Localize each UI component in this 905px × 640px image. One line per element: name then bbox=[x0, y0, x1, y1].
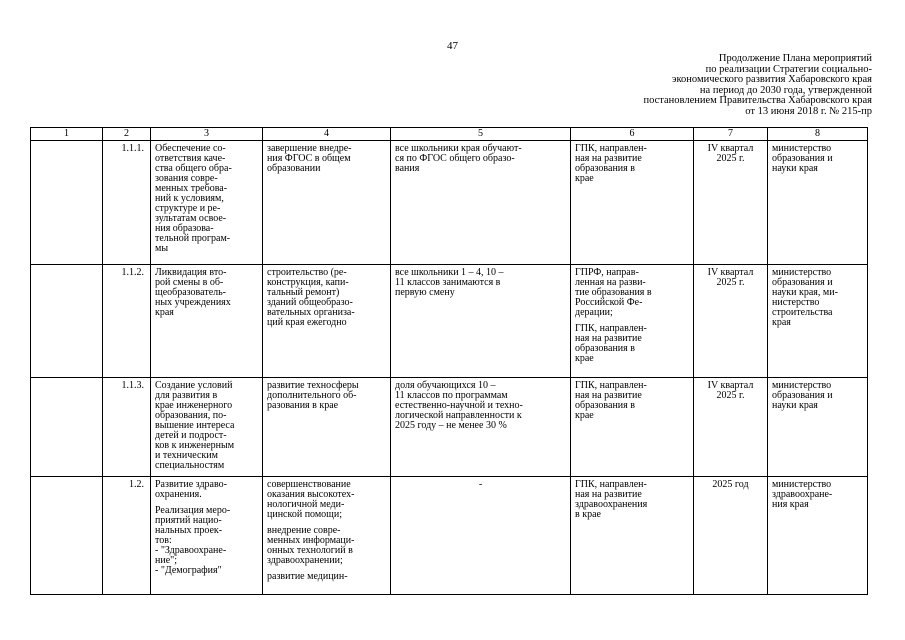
cell-text-line: здравоохранения bbox=[575, 499, 648, 510]
cell-text-line: 2025 г. bbox=[716, 277, 745, 288]
cell-text-line: ства общего обра- bbox=[155, 163, 232, 174]
cell-text-line: 2025 г. bbox=[716, 153, 745, 164]
cell-text-line: края bbox=[155, 307, 174, 318]
cell-text-line: науки края, ми- bbox=[772, 287, 838, 298]
cell-text-line: образования и bbox=[772, 153, 833, 164]
cell-text-line: министерство bbox=[772, 380, 832, 391]
cell-text-line: специальностям bbox=[155, 460, 225, 471]
cell-text-line: 11 классов по программам bbox=[395, 390, 508, 401]
cell-text-line: ГПК, направлен- bbox=[575, 143, 647, 154]
document-header-note bbox=[572, 54, 872, 118]
empty-cell bbox=[31, 477, 103, 595]
cell-text-line: образования в bbox=[575, 400, 635, 411]
cell-text-line: 2025 г. bbox=[716, 390, 745, 401]
cell-text-line: нальных проек- bbox=[155, 525, 223, 536]
cell-text-line: строительство (ре- bbox=[267, 267, 347, 278]
result-cell bbox=[263, 477, 391, 595]
cell-text-line: - "Здравоохране- bbox=[155, 545, 227, 556]
empty-cell bbox=[31, 378, 103, 477]
cell-text-line: ний к условиям, bbox=[155, 193, 224, 204]
column-number: 2 bbox=[103, 128, 151, 141]
executor-cell bbox=[768, 141, 868, 265]
cell-text-line: образования в bbox=[575, 343, 635, 354]
cell-text-line: все школьники 1 – 4, 10 – bbox=[395, 267, 504, 278]
item-number-cell: 1.2. bbox=[103, 477, 151, 595]
cell-text-line: все школьники края обучают- bbox=[395, 143, 522, 154]
cell-text-line: тельной програм- bbox=[155, 233, 231, 244]
result-cell bbox=[263, 378, 391, 477]
cell-text-line: IV квартал bbox=[707, 267, 754, 278]
cell-text-line: цинской помощи; bbox=[267, 509, 343, 520]
item-number-cell: 1.1.3. bbox=[103, 378, 151, 477]
cell-text-line: науки края bbox=[772, 163, 818, 174]
header-note-line: по реализации Стратегии социально- bbox=[705, 63, 872, 75]
measure-cell bbox=[151, 141, 263, 265]
cell-text-line: зультатам освое- bbox=[155, 213, 227, 224]
plan-table bbox=[30, 127, 868, 595]
cell-text-line: Российской Фе- bbox=[575, 297, 643, 308]
table-row bbox=[31, 378, 868, 477]
indicator-cell bbox=[391, 477, 571, 595]
cell-text-line: нистерство bbox=[772, 297, 820, 308]
header-note-line: экономического развития Хабаровского края bbox=[671, 74, 872, 86]
cell-text-line: оказания высокотех- bbox=[267, 489, 355, 500]
cell-text-line: естественно-научной и техно- bbox=[395, 400, 523, 411]
cell-text-line: тие образования в bbox=[575, 287, 652, 298]
deadline-cell bbox=[694, 378, 768, 477]
cell-text-line: ная на развитие bbox=[575, 333, 642, 344]
cell-text-line: образования, по- bbox=[155, 410, 227, 421]
cell-text-line: Обеспечение со- bbox=[155, 143, 226, 154]
cell-text-line: крае bbox=[575, 353, 594, 364]
cell-text-line: зования совре- bbox=[155, 173, 218, 184]
cell-text-line: менных требова- bbox=[155, 183, 228, 194]
cell-text-line: охранения. bbox=[155, 489, 202, 500]
cell-text-line: Ликвидация вто- bbox=[155, 267, 227, 278]
cell-text-line: крае bbox=[575, 410, 594, 421]
cell-text-line: конструкция, капи- bbox=[267, 277, 349, 288]
cell-text-line: ние"; bbox=[155, 555, 178, 566]
executor-cell bbox=[768, 265, 868, 378]
indicator-cell bbox=[391, 141, 571, 265]
item-number-cell: 1.1.2. bbox=[103, 265, 151, 378]
cell-text-line: вания bbox=[395, 163, 420, 174]
deadline-cell bbox=[694, 141, 768, 265]
cell-text-line: дополнительного об- bbox=[267, 390, 357, 401]
cell-text-line: науки края bbox=[772, 400, 818, 411]
cell-text-line: ГПК, направлен- bbox=[575, 479, 647, 490]
cell-text-line: менных информаци- bbox=[267, 535, 355, 546]
cell-text-line: нологичной меди- bbox=[267, 499, 345, 510]
source-cell bbox=[571, 265, 694, 378]
cell-text-line: - bbox=[478, 479, 483, 490]
cell-text-line: 2025 году – не менее 30 % bbox=[395, 420, 507, 431]
table-row bbox=[31, 477, 868, 595]
column-number: 3 bbox=[151, 128, 263, 141]
cell-text-line: здравоохранении; bbox=[267, 555, 343, 566]
column-number: 4 bbox=[263, 128, 391, 141]
measure-cell bbox=[151, 265, 263, 378]
empty-cell bbox=[31, 265, 103, 378]
table-header-row bbox=[31, 128, 868, 141]
cell-text-line: доля обучающихся 10 – bbox=[395, 380, 496, 391]
cell-text-line: внедрение совре- bbox=[267, 525, 341, 536]
cell-text-line: детей и подрост- bbox=[155, 430, 227, 441]
result-cell bbox=[263, 141, 391, 265]
cell-text-line: ций края ежегодно bbox=[267, 317, 347, 328]
source-cell bbox=[571, 141, 694, 265]
cell-text-line: ная на развитие bbox=[575, 489, 642, 500]
column-number: 7 bbox=[694, 128, 768, 141]
cell-text-line: образования и bbox=[772, 390, 833, 401]
cell-text-line: в крае bbox=[575, 509, 601, 520]
cell-text-line: строительства bbox=[772, 307, 833, 318]
cell-text-line: образования в bbox=[575, 163, 635, 174]
header-note-line: Продолжение Плана мероприятий bbox=[718, 53, 872, 64]
cell-text-line: ГПК, направлен- bbox=[575, 380, 647, 391]
cell-text-line: вательных организа- bbox=[267, 307, 355, 318]
column-number: 1 bbox=[31, 128, 103, 141]
cell-text-line: крае bbox=[575, 173, 594, 184]
cell-text-line: министерство bbox=[772, 143, 832, 154]
cell-text-line: развитие техносферы bbox=[267, 380, 359, 391]
measure-cell bbox=[151, 477, 263, 595]
cell-text-line: разования в крае bbox=[267, 400, 339, 411]
cell-text-line: образовании bbox=[267, 163, 321, 174]
cell-text-line: ГПК, направлен- bbox=[575, 323, 647, 334]
source-cell bbox=[571, 477, 694, 595]
cell-text-line: крае инженерного bbox=[155, 400, 233, 411]
cell-text-line: - "Демография" bbox=[155, 565, 222, 576]
cell-text-line: ния края bbox=[772, 499, 809, 510]
column-number: 8 bbox=[768, 128, 868, 141]
cell-text-line: ных учреждениях bbox=[155, 297, 231, 308]
source-cell bbox=[571, 378, 694, 477]
cell-text-line: рой смены в об- bbox=[155, 277, 224, 288]
header-note-line: постановлением Правительства Хабаровского края bbox=[643, 95, 872, 107]
page-number: 47 bbox=[447, 40, 458, 52]
cell-text-line: онных технологий в bbox=[267, 545, 353, 556]
result-cell bbox=[263, 265, 391, 378]
cell-text-line: ленная на разви- bbox=[575, 277, 646, 288]
cell-text-line: ГПРФ, направ- bbox=[575, 267, 639, 278]
cell-text-line: 2025 год bbox=[712, 479, 749, 490]
cell-text-line: министерство bbox=[772, 267, 832, 278]
cell-text-line: структуре и ре- bbox=[155, 203, 221, 214]
column-number: 5 bbox=[391, 128, 571, 141]
table-row bbox=[31, 141, 868, 265]
cell-text-line: Создание условий bbox=[155, 380, 233, 391]
cell-text-line: ния образова- bbox=[155, 223, 214, 234]
cell-text-line: для развития в bbox=[155, 390, 218, 401]
cell-text-line: тальный ремонт) bbox=[267, 287, 340, 298]
cell-text-line: логической направленности к bbox=[395, 410, 522, 421]
table-row bbox=[31, 265, 868, 378]
cell-text-line: совершенствование bbox=[267, 479, 351, 490]
item-number-cell: 1.1.1. bbox=[103, 141, 151, 265]
cell-text-line: образования и bbox=[772, 277, 833, 288]
cell-text-line: развитие медицин- bbox=[267, 571, 348, 582]
cell-text-line: ответствия каче- bbox=[155, 153, 226, 164]
cell-text-line: ная на развитие bbox=[575, 390, 642, 401]
indicator-cell bbox=[391, 378, 571, 477]
cell-text-line: и техническим bbox=[155, 450, 218, 461]
cell-text-line: IV квартал bbox=[707, 380, 754, 391]
cell-text-line: ния ФГОС в общем bbox=[267, 153, 351, 164]
cell-text-line: Развитие здраво- bbox=[155, 479, 227, 490]
cell-text-line: IV квартал bbox=[707, 143, 754, 154]
cell-text-line: ся по ФГОС общего образо- bbox=[395, 153, 515, 164]
column-number: 6 bbox=[571, 128, 694, 141]
cell-text-line: 11 классов занимаются в bbox=[395, 277, 501, 288]
executor-cell bbox=[768, 378, 868, 477]
cell-text-line: ков к инженерным bbox=[155, 440, 235, 451]
measure-cell bbox=[151, 378, 263, 477]
header-note-line: от 13 июня 2018 г. № 215-пр bbox=[745, 105, 872, 117]
cell-text-line: мы bbox=[155, 243, 169, 254]
cell-text-line: края bbox=[772, 317, 791, 328]
deadline-cell bbox=[694, 265, 768, 378]
cell-text-line: щеобразователь- bbox=[155, 287, 227, 298]
cell-text-line: приятий нацио- bbox=[155, 515, 222, 526]
executor-cell bbox=[768, 477, 868, 595]
cell-text-line: дерации; bbox=[575, 307, 613, 318]
header-note-line: на период до 2030 года, утвержденной bbox=[699, 84, 872, 96]
indicator-cell bbox=[391, 265, 571, 378]
cell-text-line: тов: bbox=[155, 535, 172, 546]
deadline-cell bbox=[694, 477, 768, 595]
cell-text-line: здравоохране- bbox=[772, 489, 833, 500]
cell-text-line: министерство bbox=[772, 479, 832, 490]
cell-text-line: первую смену bbox=[395, 287, 455, 298]
cell-text-line: Реализация меро- bbox=[155, 505, 231, 516]
cell-text-line: завершение внедре- bbox=[267, 143, 352, 154]
cell-text-line: вышение интереса bbox=[155, 420, 235, 431]
cell-text-line: ная на развитие bbox=[575, 153, 642, 164]
empty-cell bbox=[31, 141, 103, 265]
cell-text-line: зданий общеобразо- bbox=[267, 297, 353, 308]
